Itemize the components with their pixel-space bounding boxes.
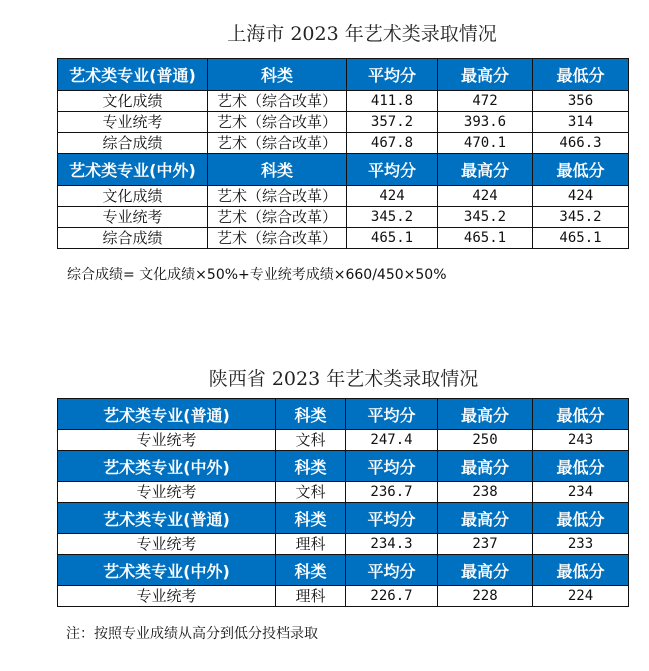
header-max: 最高分 xyxy=(438,555,533,586)
table-row xyxy=(58,112,629,133)
cell-category: 艺术（综合改革） xyxy=(208,228,347,249)
cell-average: 345.2 xyxy=(347,207,438,228)
cell-min: 466.3 xyxy=(533,133,629,154)
cell-max: 237 xyxy=(438,534,533,555)
table-header-row xyxy=(58,451,629,482)
table-row xyxy=(58,186,629,207)
cell-category: 艺术（综合改革） xyxy=(208,91,347,112)
cell-max: 238 xyxy=(438,482,533,503)
header-major-type: 艺术类专业(普通) xyxy=(58,503,276,534)
header-category: 科类 xyxy=(208,59,347,91)
header-min: 最低分 xyxy=(533,555,629,586)
header-min: 最低分 xyxy=(533,59,629,91)
cell-min: 243 xyxy=(533,430,629,451)
cell-item: 专业统考 xyxy=(58,430,276,451)
header-average: 平均分 xyxy=(347,154,438,186)
shaanxi-admission-table xyxy=(57,398,629,607)
cell-average: 226.7 xyxy=(346,586,438,607)
shanghai-formula-note: 综合成绩= 文化成绩×50%+专业统考成绩×660/450×50% xyxy=(67,267,447,283)
header-major-type: 艺术类专业(中外) xyxy=(58,154,208,186)
header-max: 最高分 xyxy=(438,451,533,482)
cell-average: 424 xyxy=(347,186,438,207)
cell-min: 224 xyxy=(533,586,629,607)
cell-category: 艺术（综合改革） xyxy=(208,186,347,207)
table-row xyxy=(58,482,629,503)
shanghai-title: 上海市 2023 年艺术类录取情况 xyxy=(227,23,497,45)
cell-min: 356 xyxy=(533,91,629,112)
cell-min: 424 xyxy=(533,186,629,207)
header-category: 科类 xyxy=(276,555,346,586)
header-average: 平均分 xyxy=(346,555,438,586)
table-header-row xyxy=(58,555,629,586)
table-row xyxy=(58,91,629,112)
header-average: 平均分 xyxy=(346,451,438,482)
header-average: 平均分 xyxy=(347,59,438,91)
table-row xyxy=(58,207,629,228)
cell-average: 234.3 xyxy=(346,534,438,555)
cell-average: 247.4 xyxy=(346,430,438,451)
table-row xyxy=(58,228,629,249)
cell-item: 专业统考 xyxy=(58,112,208,133)
cell-min: 345.2 xyxy=(533,207,629,228)
cell-min: 465.1 xyxy=(533,228,629,249)
header-max: 最高分 xyxy=(438,154,533,186)
header-major-type: 艺术类专业(中外) xyxy=(58,555,276,586)
cell-average: 236.7 xyxy=(346,482,438,503)
cell-category: 文科 xyxy=(276,482,346,503)
cell-item: 综合成绩 xyxy=(58,133,208,154)
cell-category: 理科 xyxy=(276,534,346,555)
header-min: 最低分 xyxy=(533,451,629,482)
cell-average: 357.2 xyxy=(347,112,438,133)
cell-item: 专业统考 xyxy=(58,534,276,555)
cell-max: 345.2 xyxy=(438,207,533,228)
table-header-row xyxy=(58,154,629,186)
table-header-row xyxy=(58,399,629,430)
header-category: 科类 xyxy=(276,503,346,534)
table-row xyxy=(58,586,629,607)
table-header-row xyxy=(58,59,629,91)
cell-category: 艺术（综合改革） xyxy=(208,207,347,228)
cell-item: 专业统考 xyxy=(58,586,276,607)
cell-max: 424 xyxy=(438,186,533,207)
table-row xyxy=(58,133,629,154)
shanghai-admission-table xyxy=(57,58,629,249)
cell-item: 专业统考 xyxy=(58,482,276,503)
cell-min: 314 xyxy=(533,112,629,133)
cell-max: 465.1 xyxy=(438,228,533,249)
header-major-type: 艺术类专业(中外) xyxy=(58,451,276,482)
header-max: 最高分 xyxy=(438,503,533,534)
cell-min: 234 xyxy=(533,482,629,503)
cell-average: 411.8 xyxy=(347,91,438,112)
cell-category: 艺术（综合改革） xyxy=(208,133,347,154)
cell-average: 467.8 xyxy=(347,133,438,154)
cell-item: 文化成绩 xyxy=(58,91,208,112)
header-min: 最低分 xyxy=(533,399,629,430)
header-max: 最高分 xyxy=(438,399,533,430)
shaanxi-title: 陕西省 2023 年艺术类录取情况 xyxy=(208,368,479,390)
cell-min: 233 xyxy=(533,534,629,555)
header-min: 最低分 xyxy=(533,154,629,186)
cell-item: 专业统考 xyxy=(58,207,208,228)
shaanxi-admission-note: 注：按照专业成绩从高分到低分投档录取 xyxy=(66,626,318,642)
table-row xyxy=(58,430,629,451)
cell-average: 465.1 xyxy=(347,228,438,249)
cell-item: 综合成绩 xyxy=(58,228,208,249)
cell-category: 理科 xyxy=(276,586,346,607)
header-category: 科类 xyxy=(208,154,347,186)
cell-item: 文化成绩 xyxy=(58,186,208,207)
cell-max: 228 xyxy=(438,586,533,607)
header-min: 最低分 xyxy=(533,503,629,534)
cell-max: 393.6 xyxy=(438,112,533,133)
cell-category: 文科 xyxy=(276,430,346,451)
cell-max: 250 xyxy=(438,430,533,451)
header-max: 最高分 xyxy=(438,59,533,91)
header-category: 科类 xyxy=(276,399,346,430)
table-header-row xyxy=(58,503,629,534)
header-average: 平均分 xyxy=(346,399,438,430)
header-major-type: 艺术类专业(普通) xyxy=(58,399,276,430)
header-major-type: 艺术类专业(普通) xyxy=(58,59,208,91)
header-average: 平均分 xyxy=(346,503,438,534)
header-category: 科类 xyxy=(276,451,346,482)
cell-max: 470.1 xyxy=(438,133,533,154)
table-row xyxy=(58,534,629,555)
cell-max: 472 xyxy=(438,91,533,112)
cell-category: 艺术（综合改革） xyxy=(208,112,347,133)
